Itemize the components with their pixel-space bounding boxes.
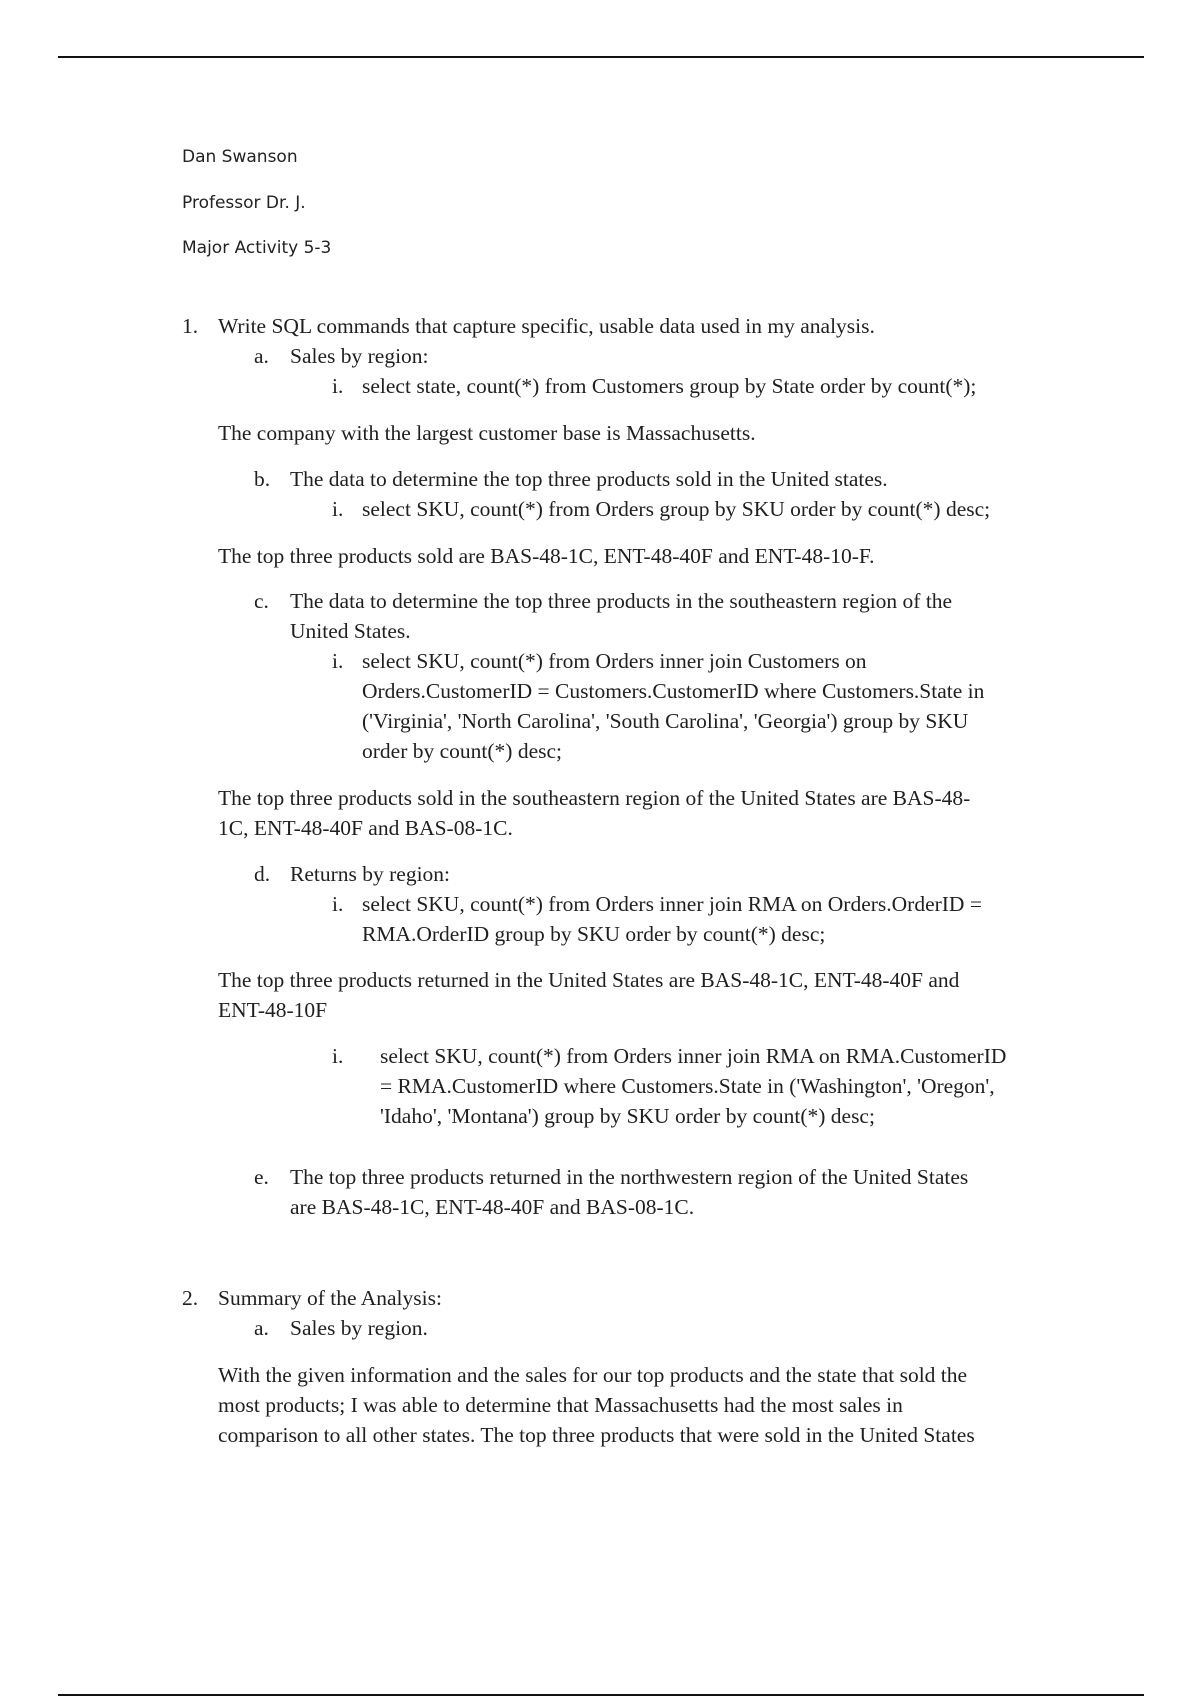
item-c-text-line1: The data to determine the top three products in the southeastern region of the xyxy=(290,589,953,613)
author-name: Dan Swanson xyxy=(182,147,298,167)
assignment-title: Major Activity 5-3 xyxy=(182,238,332,258)
item-a-query: select state, count(*) from Customers group by State order by count(*); xyxy=(362,374,977,398)
section-1-number: 1. xyxy=(182,314,199,338)
professor-name: Professor Dr. J. xyxy=(182,193,306,213)
item-a-text: Sales by region: xyxy=(290,344,429,368)
item-c-marker: c. xyxy=(254,589,269,613)
item-a-query-marker: i. xyxy=(332,374,344,398)
item-a-marker: a. xyxy=(254,344,269,368)
item-b-text: The data to determine the top three products sold in the United states. xyxy=(290,467,888,491)
item-b-marker: b. xyxy=(254,467,271,491)
summary-a-marker: a. xyxy=(254,1316,269,1340)
top-rule xyxy=(58,56,1144,58)
summary-a-text: Sales by region. xyxy=(290,1316,428,1340)
item-e-text-line2: are BAS-48-1C, ENT-48-40F and BAS-08-1C. xyxy=(290,1195,695,1219)
section-2-title: Summary of the Analysis: xyxy=(218,1286,442,1310)
summary-paragraph-line2: most products; I was able to determine that Massachusetts had the most sales in xyxy=(218,1393,903,1417)
item-c-query-line1: select SKU, count(*) from Orders inner join Customers on xyxy=(362,649,867,673)
item-c-query-line2: Orders.CustomerID = Customers.CustomerID where Customers.State in xyxy=(362,679,985,703)
item-d-query-line2: RMA.OrderID group by SKU order by count(*) desc; xyxy=(362,922,826,946)
item-e-marker: e. xyxy=(254,1165,269,1189)
summary-paragraph-line1: With the given information and the sales for our top products and the state that sold the xyxy=(218,1363,968,1387)
item-d-query-line1: select SKU, count(*) from Orders inner join RMA on Orders.OrderID = xyxy=(362,892,982,916)
item-d-marker: d. xyxy=(254,862,271,886)
item-d-query2-line3: 'Idaho', 'Montana') group by SKU order by count(*) desc; xyxy=(380,1104,875,1128)
item-c-result-line2: 1C, ENT-48-40F and BAS-08-1C. xyxy=(218,816,513,840)
item-d-text: Returns by region: xyxy=(290,862,451,886)
item-c-result-line1: The top three products sold in the southeastern region of the United States are BAS-48- xyxy=(218,786,971,810)
section-2-number: 2. xyxy=(182,1286,199,1310)
item-c-query-marker: i. xyxy=(332,649,344,673)
item-d-query2-line1: select SKU, count(*) from Orders inner join RMA on RMA.CustomerID xyxy=(380,1044,1007,1068)
item-e-text-line1: The top three products returned in the northwestern region of the United States xyxy=(290,1165,969,1189)
bottom-rule xyxy=(58,1694,1144,1696)
item-d-result-line1: The top three products returned in the United States are BAS-48-1C, ENT-48-40F and xyxy=(218,968,960,992)
item-b-query-marker: i. xyxy=(332,497,344,521)
section-1-title: Write SQL commands that capture specific, usable data used in my analysis. xyxy=(218,314,875,338)
item-a-result: The company with the largest customer base is Massachusetts. xyxy=(218,421,756,445)
summary-paragraph-line3: comparison to all other states. The top three products that were sold in the United States xyxy=(218,1423,975,1447)
item-d-query2-line2: = RMA.CustomerID where Customers.State in ('Washington', 'Oregon', xyxy=(380,1074,995,1098)
item-d-query2-marker: i. xyxy=(332,1044,344,1068)
item-c-text-line2: United States. xyxy=(290,619,411,643)
item-b-query: select SKU, count(*) from Orders group by SKU order by count(*) desc; xyxy=(362,497,991,521)
item-c-query-line4: order by count(*) desc; xyxy=(362,739,562,763)
item-b-result: The top three products sold are BAS-48-1C, ENT-48-40F and ENT-48-10-F. xyxy=(218,544,875,568)
item-d-query-marker: i. xyxy=(332,892,344,916)
item-c-query-line3: ('Virginia', 'North Carolina', 'South Carolina', 'Georgia') group by SKU xyxy=(362,709,969,733)
item-d-result-line2: ENT-48-10F xyxy=(218,998,328,1022)
